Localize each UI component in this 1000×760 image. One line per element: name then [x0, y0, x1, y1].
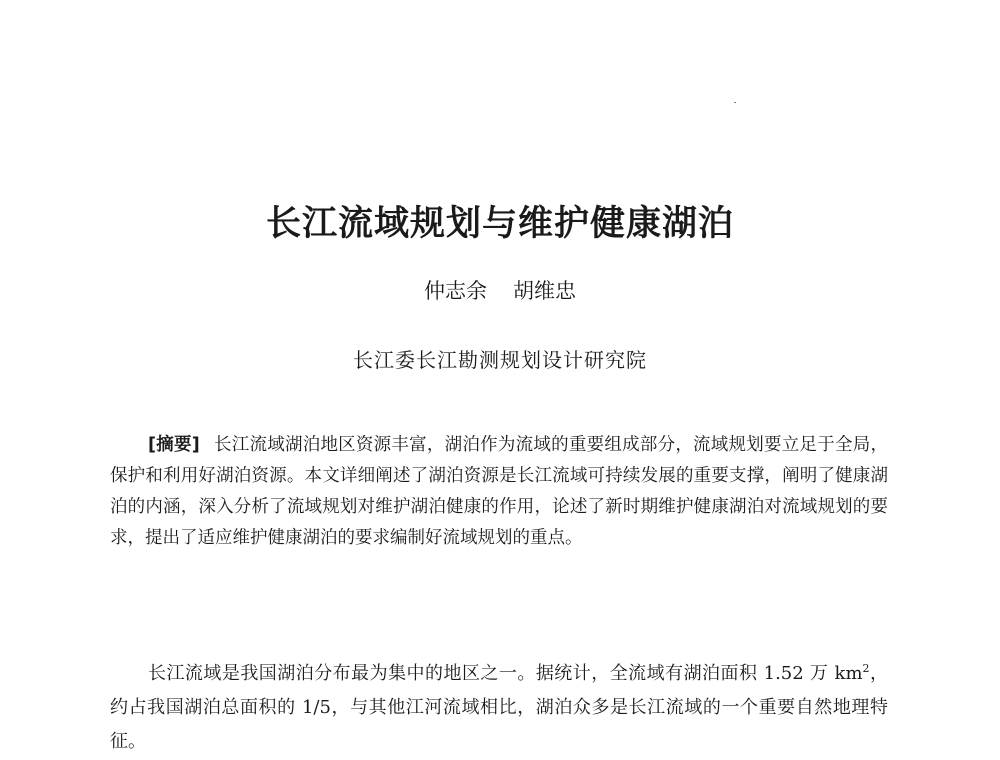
body-text-part: 长江流域是我国湖泊分布最为集中的地区之一。据统计，全流域有湖泊面积 1.52 万 km: [148, 663, 863, 684]
body-paragraph: [110, 652, 888, 759]
abstract-paragraph: [110, 430, 888, 554]
superscript: 2: [862, 662, 870, 675]
author-line: [0, 275, 1000, 305]
paper-title: 长江流域规划与维护健康湖泊: [265, 204, 734, 244]
body-text-part: ，约占我国湖泊总面积的 1/5，与其他江河流域相比，湖泊众多是长江流域的一个重要自然地理特征。: [110, 663, 888, 752]
author-name: 胡维忠: [513, 279, 576, 303]
author-affiliation: 长江委长江勘测规划设计研究院: [353, 348, 647, 372]
abstract-text: 长江流域湖泊地区资源丰富，湖泊作为流域的重要组成部分，流域规划要立足于全局，保护和利用好湖泊资源。本文详细阐述了湖泊资源是长江流域可持续发展的重要支撑，阐明了健康湖泊的内涵，深入分析了流域规划对维护湖泊健康的作用，论述了新时期维护健康湖泊对流域规划的要求，提出了适应维护健康湖泊的要求编制好流域规划的重点。: [110, 435, 888, 548]
scan-speck: [734, 102, 736, 103]
author-name: 仲志余: [424, 279, 487, 303]
abstract-label: [摘要]: [148, 435, 200, 455]
